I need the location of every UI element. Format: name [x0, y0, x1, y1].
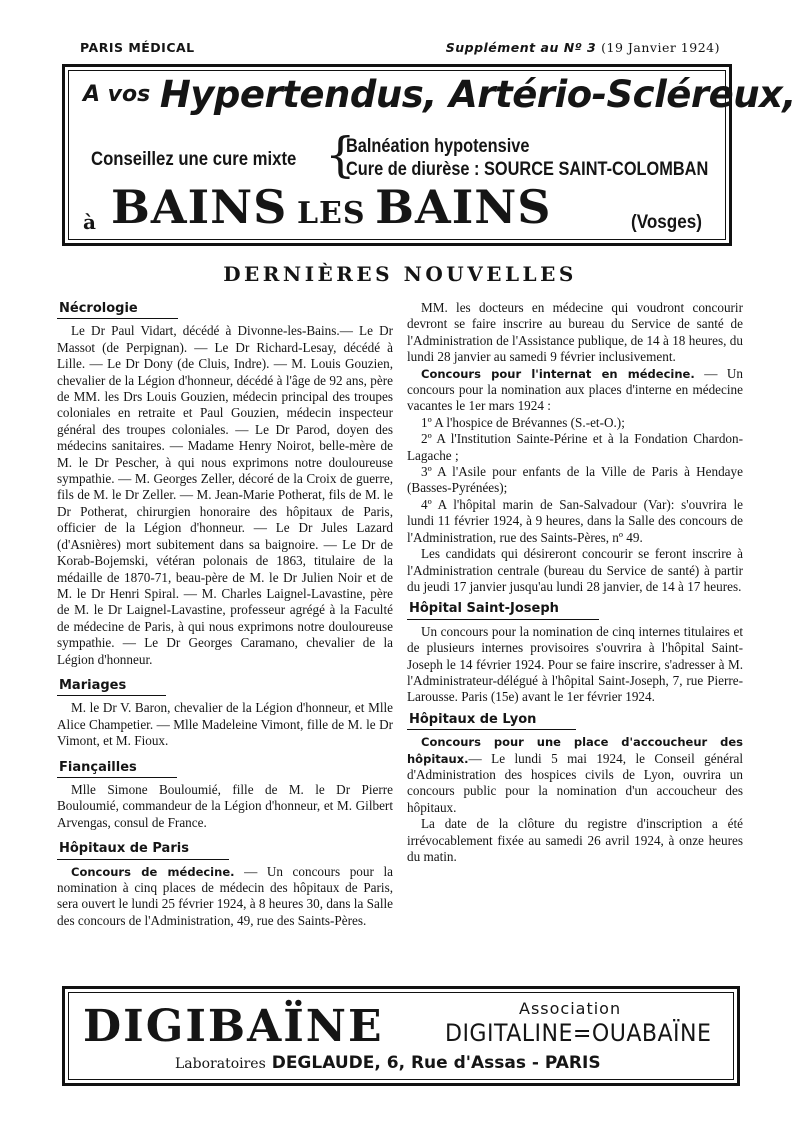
lead-concours-internat: Concours pour l'internat en médecine.	[421, 366, 695, 381]
hopitaux-paris-text: — Un concours pour la nomination à cinq places de médecin des hôpitaux de Paris, sera ouvert le lundi 25 février 1924, à 8 heures 30, dans la Salle des concours de l'Administration, 49, rue des Saints-Pères.	[57, 863, 393, 928]
column-left	[57, 300, 393, 929]
hopitaux-paris-p2: MM. les docteurs en médecine qui voudront concourir devront se faire inscrire au bureau du Service de santé de l'Administration de l'Assistance publique, de 14 à 18 heures, du lundi 28 janvier au samedi 9 février inclusivement.	[407, 300, 743, 365]
lyon-text: — Le lundi 5 mai 1924, le Conseil général d'Administration des hospices civils de Lyon, ouvrira un concours public pour la nomination d'un accoucheur des hôpitaux.	[407, 750, 743, 815]
advertisement-digibaine	[62, 986, 740, 1086]
page-header	[80, 40, 720, 55]
advertisement-bains-les-bains	[62, 64, 796, 246]
journal-name: PARIS MÉDICAL	[80, 40, 195, 55]
hopitaux-paris-p3	[407, 366, 743, 415]
ad-bains-2: BAINS	[375, 180, 552, 234]
saint-joseph-text: Un concours pour la nomination de cinq internes titulaires et de plusieurs internes provisoires s'ouvrira à l'hôpital Saint-Joseph le 14 février 1924. Pour se faire inscrire, s'adresser à M. l'Administrateur-délégué à l'hôpital Saint-Joseph, 7, rue Pierre-Larousse. Paris (15e) avant le 1er février 1924.	[407, 623, 743, 705]
ad-vosges: (Vosges)	[631, 212, 702, 233]
ad-digitaline: DIGITALINE=OUABAÏNE	[445, 1019, 712, 1047]
ad-address: DEGLAUDE, 6, Rue d'Assas - PARIS	[271, 1053, 601, 1073]
ad-treatment-1: Balnéation hypotensive	[346, 136, 530, 157]
ad-a-vos: A vos	[83, 82, 151, 107]
list-item-1: 1º A l'hospice de Brévannes (S.-et-O.);	[421, 414, 625, 430]
hopitaux-paris-p4: Les candidats qui désireront concourir se feront inscrire à l'Administration centrale (bureau du Service de santé) à partir du jeudi 17 janvier jusqu'au lundi 28 janvier, de 14 à 17 heures.	[407, 546, 743, 594]
heading-hopitaux-paris: Hôpitaux de Paris	[57, 841, 229, 859]
ad-association: Association	[519, 999, 622, 1018]
heading-saint-joseph: Hôpital Saint-Joseph	[407, 601, 599, 619]
ad-headline	[83, 73, 796, 116]
column-right	[407, 300, 743, 865]
ad-treatments	[346, 135, 708, 181]
hopitaux-paris-p3-text: — Un concours pour la nomination aux places d'interne en médecine vacantes le 1er mars 1924 :	[407, 365, 743, 414]
heading-hopitaux-lyon: Hôpitaux de Lyon	[407, 712, 576, 730]
necrologie-text: Le Dr Paul Vidart, décédé à Divonne-les-Bains.— Le Dr Massot (de Perpignan). — Le Dr Richard-Lesay, décédé à Lille. — Le Dr Dony (de Cluis, Indre). — M. Louis Gouzien, chevalier de la Légion d'honneur, décédé à l'âge de 92 ans, père de MM. les Drs Louis Gouzien, médecin principal des troupes coloniales en retraite et Paul Gouzien, médecin inspecteur général des troupes coloniales. — Le Dr Parod, doyen des médecins sanitaires. — Madame Henry Noirot, belle-mère de M. le Dr Pescher, à qui nous exprimons notre douloureuse sympathie. — M. Georges Zeller, décoré de la Croix de guerre, fils de M. le Dr Zeller. — M. Jean-Marie Potherat, fils de M. le Dr Potherat, chirurgien honoraire des hôpitaux de Paris, officier de la Légion d'honneur. — Le Dr Jules Lazard (d'Asnières) mort subitement dans sa baignoire. — Le Dr de Korab-Bojemski, vétéran polonais de 1863, titulaire de la médaille de 1870-71, beau-père de M. le Dr Julien Noir et de M. le Dr Henri Spiral. — M. Charles Laignel-Lavastine, père de M. le Dr Laignel-Lavastine, professeur agrégé à la Faculté de médecine de Paris, à qui nous exprimons notre douloureuse sympathie. — Le Dr Georges Caramano, chevalier de la Légion d'honneur.	[57, 323, 393, 667]
ad-headline-text: Hypertendus, Artério-Scléreux,	[159, 73, 796, 116]
ad-laboratoires	[175, 1053, 601, 1073]
heading-fiancailles: Fiançailles	[57, 760, 177, 778]
ad-brand-digibaine: DIGIBAÏNE	[83, 1001, 384, 1052]
heading-necrologie: Nécrologie	[57, 301, 178, 319]
lead-concours-medecine: Concours de médecine.	[71, 864, 235, 879]
list-item-2: 2º A l'Institution Sainte-Périne et à la Fondation Chardon-Lagache ;	[407, 431, 743, 463]
ad-laboratoires-label: Laboratoires	[175, 1056, 266, 1072]
issue-date: (19 Janvier 1924)	[601, 40, 720, 55]
list-item-4: 4º A l'hôpital marin de San-Salvadour (Var): s'ouvrira le lundi 11 février 1924, à 9 heures, dans la Salle des concours de l'Administration, rue des Saints-Pères, nº 49.	[407, 496, 743, 545]
lead-accoucheur: Concours pour une place d'accoucheur des hôpitaux.	[407, 735, 743, 766]
page-title: DERNIÈRES NOUVELLES	[223, 262, 577, 286]
supplement-number: Supplément au Nº 3	[445, 40, 597, 55]
ad-treatment-2: Cure de diurèse : SOURCE SAINT-COLOMBAN	[346, 159, 709, 180]
list-item-3: 3º A l'Asile pour enfants de la Ville de Paris à Hendaye (Basses-Pyrénées);	[407, 464, 743, 496]
mariages-text: M. le Dr V. Baron, chevalier de la Légion d'honneur, et Mlle Alice Champetier. — Mlle Madeleine Vimont, fille de M. le Dr Vimont, et M. Fioux.	[57, 700, 393, 749]
supplement-info	[446, 40, 720, 55]
fiancailles-text: Mlle Simone Bouloumié, fille de M. le Dr Pierre Bouloumié, commandeur de la Légion d'honneur, et M. Gilbert Arvengas, consul de France.	[57, 781, 393, 830]
ad-a: à	[83, 210, 96, 234]
ad-brace: {	[325, 127, 356, 183]
ad-bains-les-bains	[111, 180, 552, 234]
heading-mariages: Mariages	[57, 678, 166, 696]
ad-conseillez: Conseillez une cure mixte	[91, 149, 297, 170]
ad-bains-1: BAINS	[111, 180, 288, 234]
ad-les: LES	[296, 196, 366, 231]
hopitaux-paris-p1	[57, 864, 393, 930]
lyon-p2: La date de la clôture du registre d'inscription a été irrévocablement fixée au samedi 26 avril 1924, à onze heures du matin.	[407, 816, 743, 864]
lyon-p1	[407, 734, 743, 816]
